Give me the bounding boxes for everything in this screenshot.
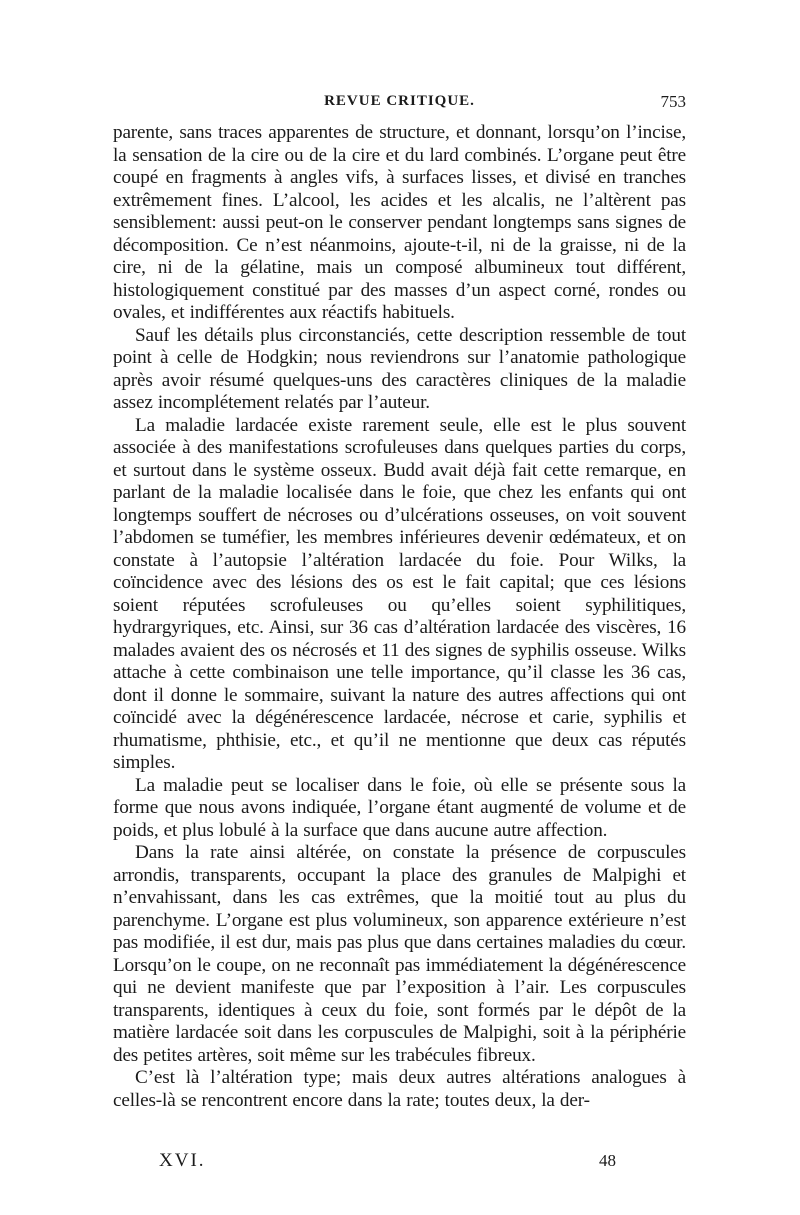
running-title: REVUE CRITIQUE. [324,93,475,109]
paragraph: Sauf les détails plus circonstanciés, cette description ressemble de tout point à celle de Hodgkin; nous reviendrons sur l’anatomie pathologique après avoir résumé quelques-uns des caractères cliniques de la maladie assez incomplétement relatés par l’auteur. [113,324,686,413]
paragraph: La maladie peut se localiser dans le foie, où elle se présente sous la forme que nous avons indiquée, l’organe étant augmenté de volume et de poids, et plus lobulé à la surface que dans aucune autre affection. [113,774,686,841]
page-number: 753 [660,92,686,111]
volume-signature: XVI. [159,1150,206,1171]
paragraph: parente, sans traces apparentes de structure, et donnant, lorsqu’on l’incise, la sensation de la cire ou de la cire et du lard combinés. L’organe peut être coupé en fragments à angles vifs, à surfaces lisses, et divisé en tranches extrêmement fines. L’alcool, les acides et les alcalis, ne l’altèrent pas sensiblement: aussi peut-on le conserver pendant longtemps sans signes de décomposition. Ce n’est néanmoins, ajoute-t-il, ni de la graisse, ni de la cire, ni de la gélatine, mais un composé albumineux tout différent, histologiquement constitué par des masses d’un aspect corné, rondes ou ovales, et indifférentes aux réactifs habituels. [113,122,686,323]
paragraph: Dans la rate ainsi altérée, on constate la présence de corpuscules arrondis, transparents, occupant la place des granules de Malpighi et n’envahissant, dans les cas extrêmes, que la moitié tout au plus du parenchyme. L’organe est plus volumineux, son apparence extérieure n’est pas modifiée, il est dur, mais pas plus que dans certaines maladies du cœur. Lorsqu’on le coupe, on ne reconnaît pas immédiatement la dégénérescence qui ne devient manifeste que par l’exposition à l’air. Les corpuscules transparents, identiques à ceux du foie, sont formés par le dépôt de la matière lardacée soit dans les corpuscules de Malpighi, soit à la périphérie des petites artères, soit même sur les trabécules fibreux. [113,842,686,1066]
page-footer [113,1150,686,1180]
paragraph: C’est là l’altération type; mais deux autres altérations analogues à celles-là se rencontrent encore dans la rate; toutes deux, la der- [113,1067,686,1111]
body-text [113,122,686,1112]
page-header [113,93,686,119]
sheet-number: 48 [599,1151,616,1170]
paragraph: La maladie lardacée existe rarement seule, elle est le plus souvent associée à des manifestations scrofuleuses dans quelques parties du corps, et surtout dans le système osseux. Budd avait déjà fait cette remarque, en parlant de la maladie localisée dans le foie, que chez les enfants qui ont longtemps souffert de nécroses ou d’ulcérations osseuses, on voit souvent l’abdomen se tuméfier, les membres inférieures devenir œdémateux, et on constate à l’autopsie l’altération lardacée du foie. Pour Wilks, la coïncidence avec des lésions des os est le fait capital; que ces lésions soient réputées scrofuleuses ou qu’elles soient syphilitiques, hydrargyriques, etc. Ainsi, sur 36 cas d’altération lardacée des viscères, 16 malades avaient des os nécrosés et 11 des signes de syphilis osseuse. Wilks attache à cette combinaison une telle importance, qu’il classe les 36 cas, dont il donne le sommaire, suivant la nature des autres affections qui ont coïncidé avec la dégénérescence lardacée, nécrose et carie, syphilis et rhumatisme, phthisie, etc., et qu’il ne mentionne que deux cas réputés simples. [113,414,686,773]
